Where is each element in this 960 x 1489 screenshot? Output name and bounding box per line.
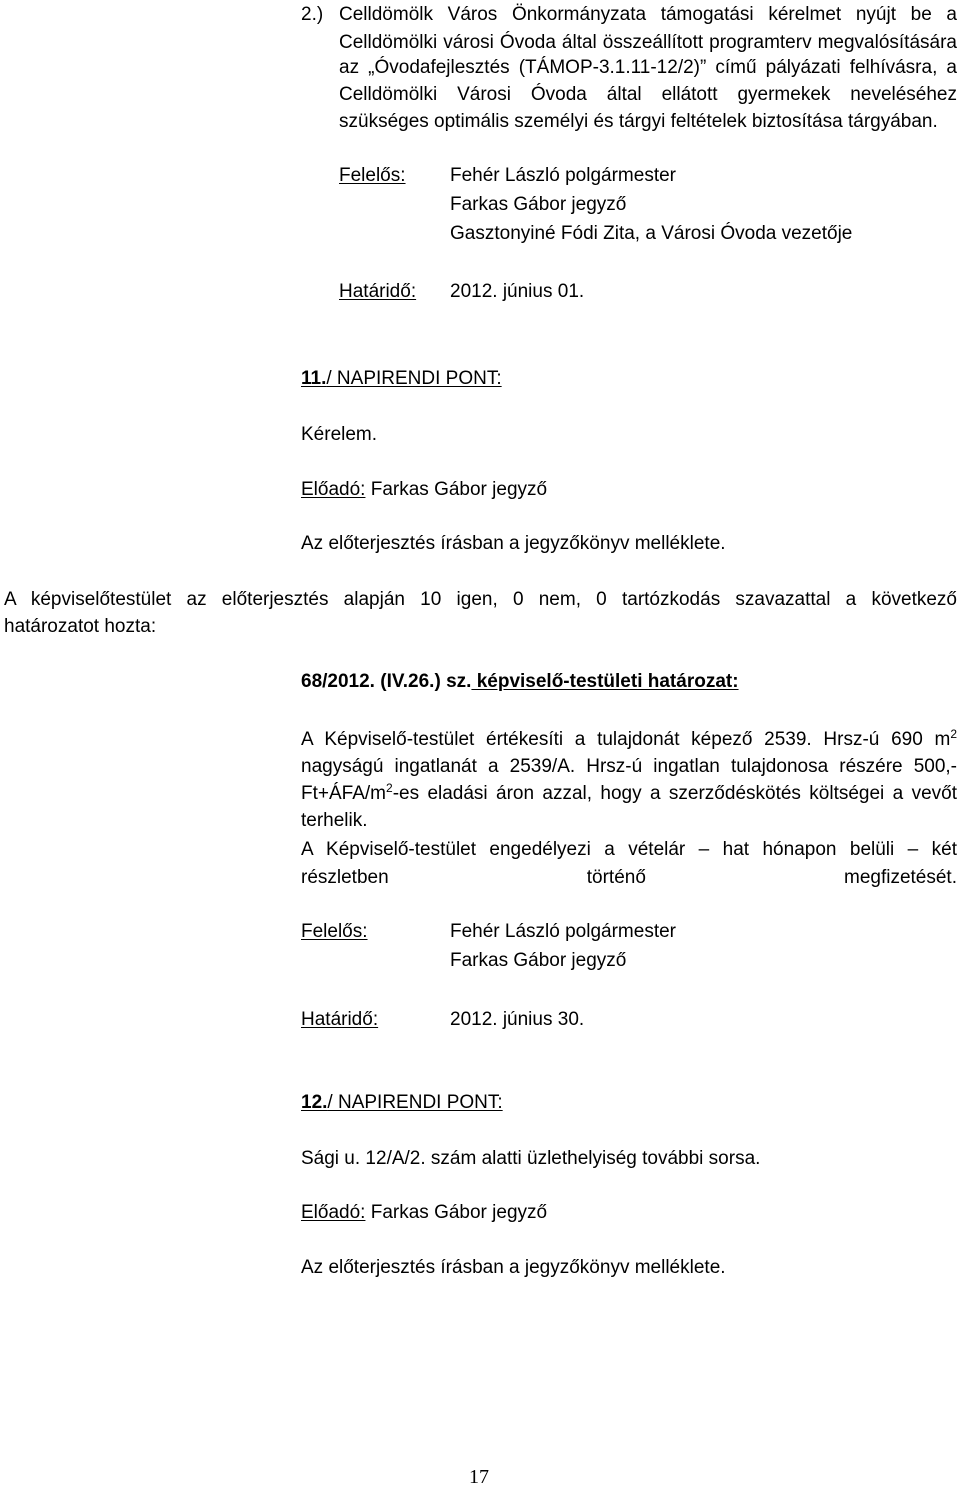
- felelos-name: Gasztonyiné Fódi Zita, a Városi Óvoda vezetője: [450, 223, 853, 244]
- felelos-label: Felelős:: [301, 921, 368, 942]
- hatarido-value: 2012. június 01.: [450, 281, 585, 302]
- attachment-note: Az előterjesztés írásban a jegyzőkönyv melléklete.: [301, 533, 726, 554]
- felelos-name: Fehér László polgármester: [450, 165, 676, 186]
- felelos-label: Felelős:: [339, 165, 406, 186]
- eloado-label: Előadó:: [301, 479, 366, 500]
- agenda-number: 12.: [301, 1092, 328, 1113]
- eloado-label: Előadó:: [301, 1202, 366, 1223]
- item-text-line: szükséges optimális személyi és tárgyi feltételek biztosítása tárgyában.: [339, 111, 938, 132]
- agenda-heading: [301, 368, 502, 390]
- item-number: 2.): [301, 4, 324, 25]
- felelos-name: Farkas Gábor jegyző: [450, 194, 627, 215]
- resolution-number: 68/2012. (IV.26.) sz.: [301, 671, 472, 692]
- agenda-heading: [301, 1092, 503, 1114]
- item-text-line: az „Óvodafejlesztés (TÁMOP-3.1.11-12/2)” című pályázati felhívásra, a: [339, 57, 957, 78]
- resolution-title: képviselő-testületi határozat:: [471, 671, 739, 692]
- eloado-value: Farkas Gábor jegyző: [365, 479, 548, 500]
- resolution-paragraph: A Képviselő-testület értékesíti a tulajdonát képező 2539. Hrsz-ú 690 $m^2$ nagyságú ingatlanát a 2539/A. Hrsz-ú ingatlan tulajdonosa részére 500,- $Ft+ÁFA/m^2-es$ eladási áron azzal, hogy a szerződéskötés költségei a vevőt terhelik.: [301, 727, 957, 831]
- eloado-value: Farkas Gábor jegyző: [365, 1202, 548, 1223]
- attachment-note: Az előterjesztés írásban a jegyzőkönyv melléklete.: [301, 1257, 726, 1278]
- agenda-title: Kérelem.: [301, 424, 378, 445]
- hatarido-label: Határidő:: [301, 1009, 379, 1030]
- agenda-number: 11.: [301, 368, 327, 389]
- page-number: 17: [469, 1466, 489, 1488]
- hatarido-label: Határidő:: [339, 281, 417, 302]
- agenda-heading-text: / NAPIRENDI PONT:: [326, 368, 502, 389]
- eloado-line: [301, 479, 547, 501]
- eloado-line: [301, 1202, 547, 1224]
- resolution-heading: [301, 671, 739, 693]
- resolution-paragraph: A Képviselő-testület engedélyezi a vételár – hat hónapon belüli – két részletben történő megfizetését.: [301, 839, 957, 888]
- agenda-title: Sági u. 12/A/2. szám alatti üzlethelyiség további sorsa.: [301, 1148, 761, 1169]
- agenda-heading-text: / NAPIRENDI PONT:: [327, 1092, 503, 1113]
- vote-line: határozatot hozta:: [4, 616, 157, 637]
- hatarido-value: 2012. június 30.: [450, 1009, 585, 1030]
- felelos-name: Farkas Gábor jegyző: [450, 950, 627, 971]
- item-text-line: Celldömölk Város Önkormányzata támogatási kérelmet nyújt be a: [339, 4, 957, 25]
- item-text-line: Celldömölki Városi Óvoda által ellátott gyermekek neveléséhez: [339, 84, 957, 105]
- vote-line: A képviselőtestület az előterjesztés alapján 10 igen, 0 nem, 0 tartózkodás szavazattal a következő: [4, 589, 957, 610]
- item-text-line: Celldömölki városi Óvoda által összeállított programterv megvalósítására: [339, 32, 957, 53]
- felelos-name: Fehér László polgármester: [450, 921, 676, 942]
